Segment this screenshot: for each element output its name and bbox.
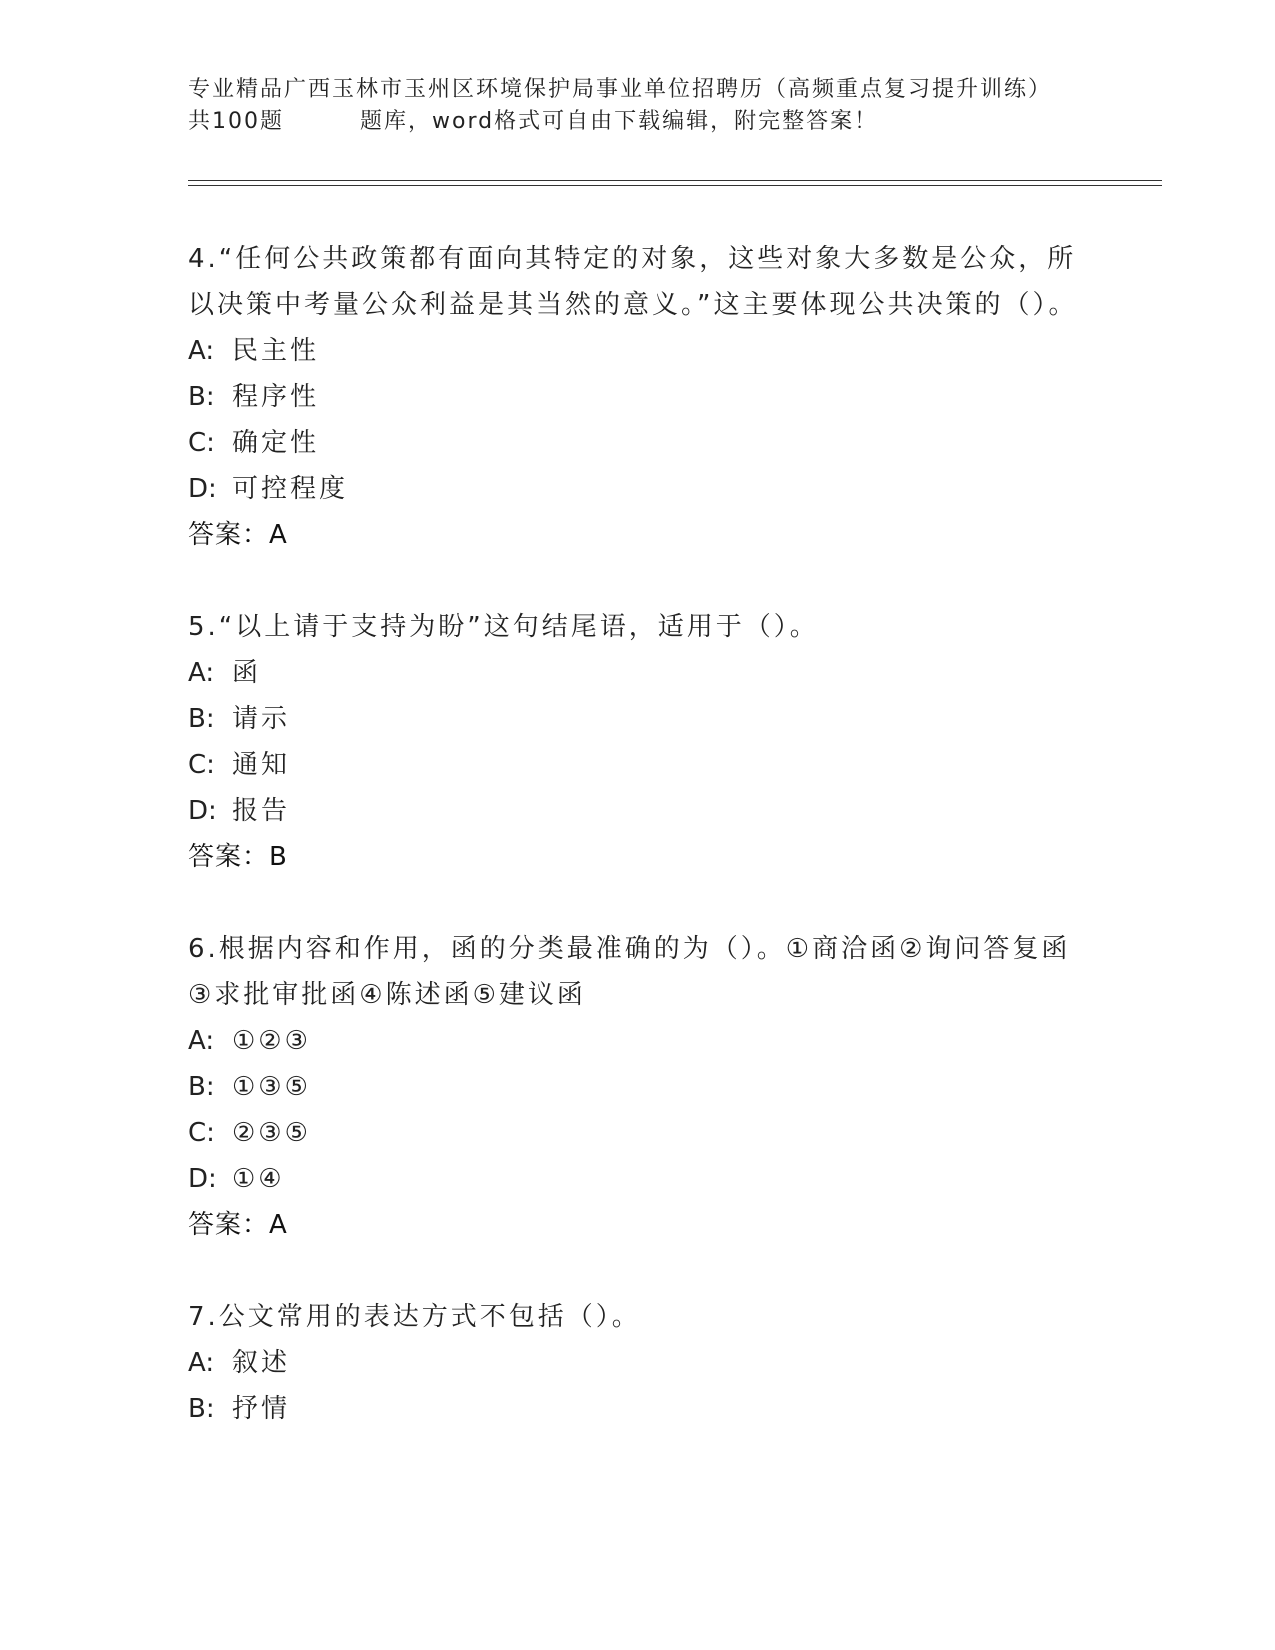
option-a	[188, 650, 1088, 696]
option-a	[188, 328, 1088, 374]
option-key: A:	[188, 1348, 215, 1378]
option-d	[188, 1156, 1088, 1202]
option-key: A:	[188, 1026, 215, 1056]
question-text: 5.“以上请于支持为盼”这句结尾语，适用于（）。	[188, 612, 819, 642]
answer: 答案：B	[188, 842, 288, 872]
option-key: C:	[188, 750, 215, 780]
option-c	[188, 420, 1088, 466]
question-7	[188, 1294, 1088, 1432]
header-title: 专业精品广西玉林市玉州区环境保护局事业单位招聘历（高频重点复习提升训练）	[188, 77, 1053, 102]
header-divider-top	[188, 180, 1162, 181]
option-key: A:	[188, 336, 215, 366]
option-label: 叙述	[232, 1348, 291, 1378]
option-label: 请示	[232, 704, 291, 734]
option-key: B:	[188, 1072, 215, 1102]
answer: 答案：A	[188, 520, 288, 550]
option-c	[188, 1110, 1088, 1156]
option-b	[188, 696, 1088, 742]
option-label: 函	[232, 658, 262, 688]
option-label: ①②③	[232, 1026, 311, 1056]
option-label: 可控程度	[232, 474, 349, 504]
header-divider-bottom	[188, 185, 1162, 186]
answer: 答案：A	[188, 1210, 288, 1240]
option-label: 抒情	[232, 1394, 291, 1424]
header-count: 共100题	[188, 109, 284, 134]
question-4	[188, 236, 1088, 558]
option-key: B:	[188, 704, 215, 734]
question-list	[188, 236, 1088, 1478]
option-key: D:	[188, 474, 217, 504]
option-c	[188, 742, 1088, 788]
question-text: 6.根据内容和作用，函的分类最准确的为（）。①商洽函②询问答复函③求批审批函④陈述函⑤建议函	[188, 934, 1071, 1010]
option-key: B:	[188, 382, 215, 412]
option-label: 通知	[232, 750, 291, 780]
option-label: ①③⑤	[232, 1072, 311, 1102]
option-label: 报告	[232, 796, 291, 826]
option-label: ②③⑤	[232, 1118, 311, 1148]
question-5	[188, 604, 1088, 880]
option-a	[188, 1340, 1088, 1386]
question-text: 4.“任何公共政策都有面向其特定的对象，这些对象大多数是公众，所以决策中考量公众利益是其当然的意义。”这主要体现公共决策的（）。	[188, 244, 1078, 320]
option-b	[188, 374, 1088, 420]
option-key: A:	[188, 658, 215, 688]
option-key: D:	[188, 796, 217, 826]
header-description: 题库，word格式可自由下载编辑，附完整答案！	[360, 109, 879, 134]
document-header	[188, 74, 1148, 138]
option-a	[188, 1018, 1088, 1064]
question-6	[188, 926, 1088, 1248]
question-text: 7.公文常用的表达方式不包括（）。	[188, 1302, 641, 1332]
option-key: D:	[188, 1164, 217, 1194]
option-label: 确定性	[232, 428, 320, 458]
option-key: C:	[188, 428, 215, 458]
option-key: C:	[188, 1118, 215, 1148]
header-subtitle	[188, 106, 1148, 138]
option-d	[188, 788, 1088, 834]
option-label: 程序性	[232, 382, 320, 412]
option-label: 民主性	[232, 336, 320, 366]
option-b	[188, 1386, 1088, 1432]
option-d	[188, 466, 1088, 512]
option-label: ①④	[232, 1164, 285, 1194]
option-key: B:	[188, 1394, 215, 1424]
option-b	[188, 1064, 1088, 1110]
